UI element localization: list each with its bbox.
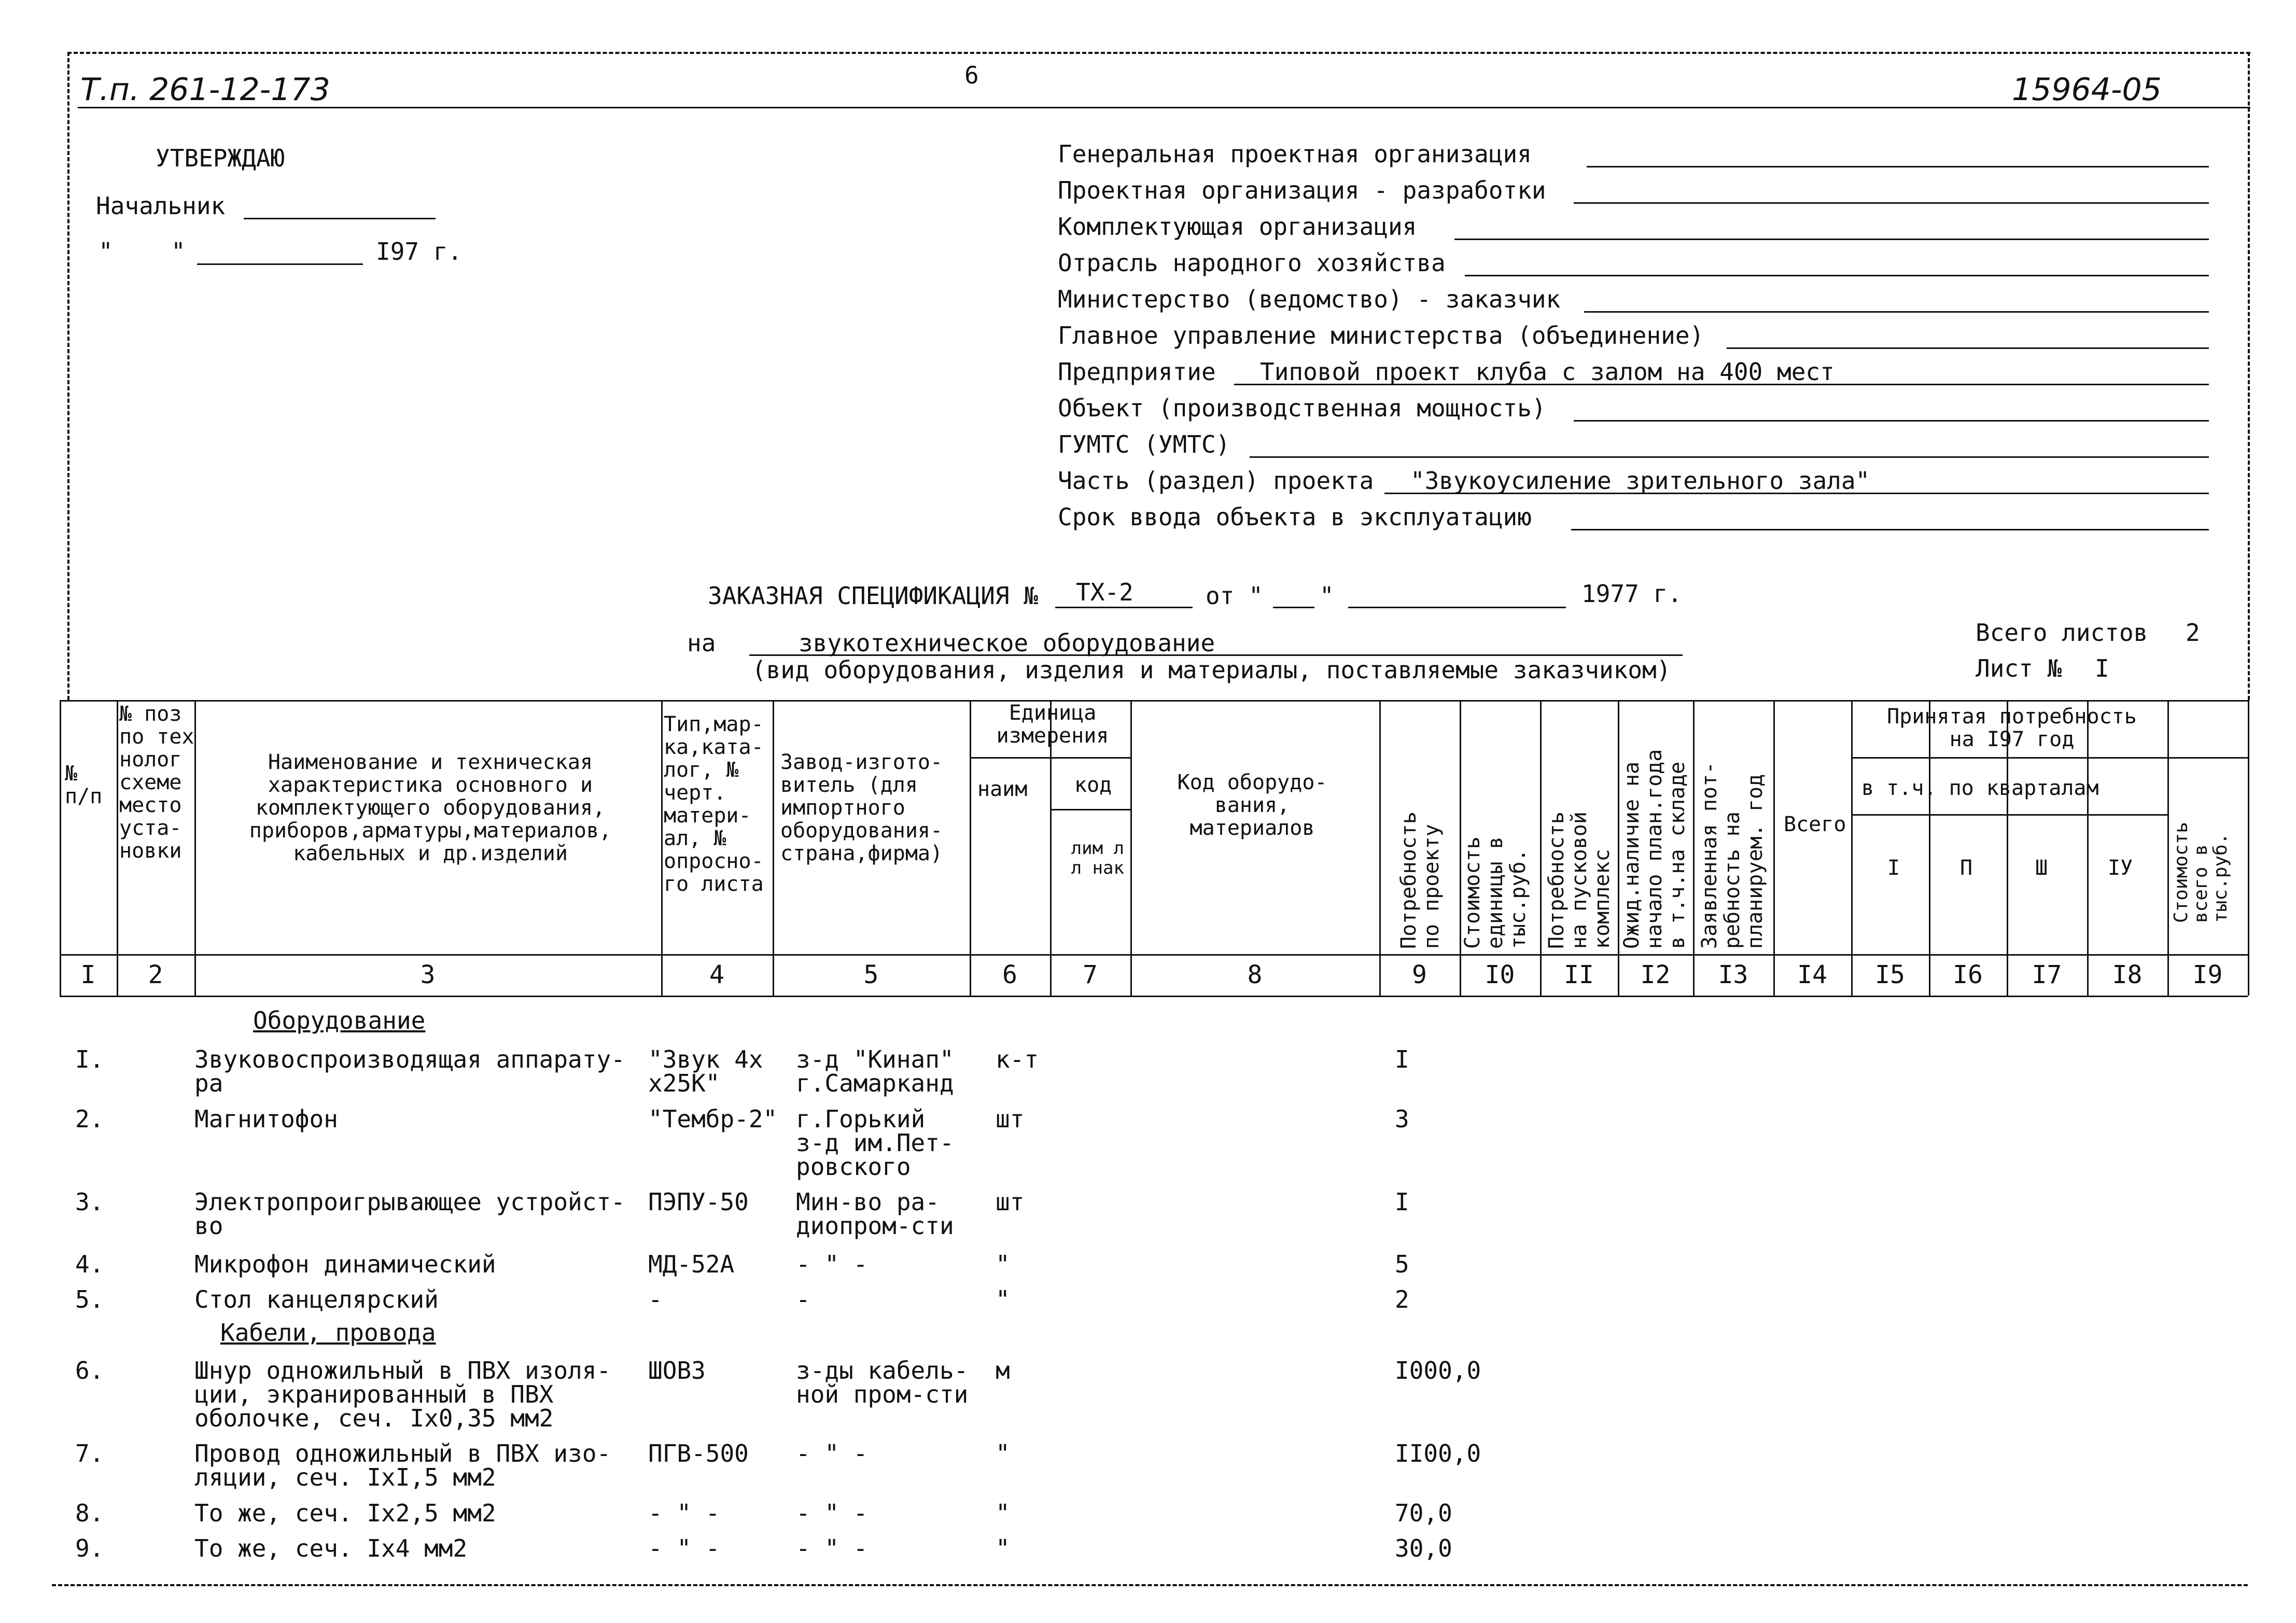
column-number: I (80, 960, 96, 989)
column-number: I2 (1640, 960, 1671, 989)
header-q1: I (1887, 856, 1900, 880)
spec-from: от " (1206, 582, 1263, 610)
header-accepted-need: Принятая потребность на I97 год (1887, 705, 2137, 751)
org-field-line (1571, 529, 2209, 530)
table-top-rule (60, 700, 2248, 702)
row-type: - " - (648, 1499, 720, 1527)
row-name: То же, сеч. Iх2,5 мм2 (194, 1499, 496, 1527)
org-field-label: Министерство (ведомство) - заказчик (1058, 285, 1561, 313)
row-number: 8. (75, 1499, 104, 1527)
column-rule (117, 700, 118, 996)
column-rule (1693, 700, 1695, 996)
row-number: 2. (75, 1105, 104, 1133)
column-number: II (1564, 960, 1594, 989)
org-field-label: Объект (производственная мощность) (1058, 394, 1546, 422)
row-type: МД-52А (648, 1250, 735, 1278)
column-number: 4 (709, 960, 724, 989)
row-type: "Звук 4х х25К" (648, 1045, 763, 1097)
row-quantity: I (1395, 1188, 1409, 1216)
column-number: 2 (148, 960, 163, 989)
row-quantity: 5 (1395, 1250, 1409, 1278)
header-type: Тип,мар- ка,ката- лог, № черт. матери- ал, № опросно- го листа (664, 712, 764, 896)
row-unit: шт (996, 1188, 1025, 1216)
frame-right (2248, 52, 2250, 700)
row-unit: " (996, 1250, 1010, 1278)
header-equipment-code: Код оборудо- вания, материалов (1177, 771, 1327, 840)
row-quantity: 2 (1395, 1285, 1409, 1313)
row-name: Звуковоспроизводящая аппарату- ра (194, 1045, 625, 1097)
column-number: 8 (1247, 960, 1263, 989)
row-maker: з-ды кабель- ной пром-сти (796, 1356, 969, 1408)
org-field-line (1250, 456, 2209, 458)
row-name: То же, сеч. Iх4 мм2 (194, 1534, 468, 1562)
row-type: ШОВЗ (648, 1356, 706, 1384)
approve-year: I97 г. (376, 237, 463, 265)
spec-on-label: на (687, 629, 716, 657)
spec-month-line (1348, 607, 1566, 608)
row-quantity: 70,0 (1395, 1499, 1452, 1527)
row-type: ПГВ-500 (648, 1439, 749, 1467)
org-field-line (1587, 166, 2209, 167)
accepted-subheader-rule (1851, 757, 2248, 759)
approve-quote-close: " (171, 237, 186, 265)
column-number: I6 (1953, 960, 1983, 989)
row-type: ПЭПУ-50 (648, 1188, 749, 1216)
org-field-line (1465, 275, 2209, 276)
header-row-number: № п/п (65, 762, 103, 808)
org-field-line (1584, 311, 2209, 313)
column-number: I0 (1485, 960, 1515, 989)
spec-year: 1977 г. (1581, 580, 1682, 608)
column-number: I3 (1718, 960, 1748, 989)
equipment-type-caption: (вид оборудования, изделия и материалы, поставляемые заказчиком) (752, 656, 1671, 684)
section-equipment: Оборудование (253, 1006, 426, 1034)
header-total: Всего (1784, 813, 1846, 836)
total-sheets-value: 2 (2186, 619, 2200, 647)
header-unit-name: наим (977, 777, 1028, 801)
row-quantity: II00,0 (1395, 1439, 1481, 1467)
total-sheets-label: Всего листов (1976, 619, 2148, 647)
column-rule (1540, 700, 1542, 996)
frame-left (67, 52, 69, 700)
header-q2: П (1960, 856, 1973, 880)
spec-title: ЗАКАЗНАЯ СПЕЦИФИКАЦИЯ № (708, 582, 1038, 610)
column-number: 9 (1412, 960, 1427, 989)
row-unit: м (996, 1356, 1010, 1384)
column-number: 7 (1083, 960, 1098, 989)
doc-ref: Т.п. 261-12-173 (80, 72, 330, 108)
row-number: 3. (75, 1188, 104, 1216)
org-field-label: Генеральная проектная организация (1058, 140, 1532, 168)
row-unit: " (996, 1439, 1010, 1467)
row-unit: " (996, 1285, 1010, 1313)
row-name: Стол канцелярский (194, 1285, 439, 1313)
org-field-label: ГУМТС (УМТС) (1058, 430, 1230, 458)
row-unit: " (996, 1499, 1010, 1527)
column-number: 6 (1002, 960, 1017, 989)
org-field-label: Отрасль народного хозяйства (1058, 249, 1446, 277)
row-maker: - " - (796, 1250, 868, 1278)
frame-bottom (52, 1584, 2248, 1586)
row-number: 5. (75, 1285, 104, 1313)
approve-date-line (197, 263, 363, 265)
row-quantity: 3 (1395, 1105, 1409, 1133)
quarters-subheader-rule (1851, 814, 2167, 816)
spec-from-close: " (1320, 582, 1334, 610)
row-maker: - " - (796, 1534, 868, 1562)
org-field-line (1574, 420, 2209, 422)
sheet-label: Лист № (1976, 654, 2062, 682)
header-declared-need: Заявленная пот- ребность на планируем. год (1698, 761, 1767, 949)
org-field-line (1454, 239, 2209, 240)
org-field-value: "Звукоусиление зрительного зала" (1410, 467, 1870, 495)
frame-top (67, 52, 2250, 54)
org-field-label: Часть (раздел) проекта (1058, 467, 1374, 495)
row-type: - (648, 1285, 663, 1313)
row-maker: з-д "Кинап" г.Самарканд (796, 1045, 954, 1097)
org-field-line (1574, 202, 2209, 204)
column-rule (773, 700, 774, 996)
row-maker: - (796, 1285, 810, 1313)
row-maker: г.Горький з-д им.Пет- ровского (796, 1105, 954, 1181)
section-cables: Кабели, провода (220, 1319, 436, 1347)
header-rule (78, 107, 2250, 108)
row-unit: к-т (996, 1045, 1039, 1073)
row-quantity: I000,0 (1395, 1356, 1481, 1384)
header-q3: Ш (2035, 856, 2048, 880)
column-number: I8 (2112, 960, 2143, 989)
chief-signature-line (244, 218, 436, 219)
row-name: Провод одножильный в ПВХ изо- ляции, сеч. IхI,5 мм2 (194, 1439, 611, 1491)
row-name: Магнитофон (194, 1105, 338, 1133)
header-quarters: в т.ч. по кварталам (1861, 776, 2099, 800)
approve-title: УТВЕРЖДАЮ (156, 144, 285, 172)
header-need-launch: Потребность на пусковой комплекс (1545, 812, 1614, 949)
row-number: I. (75, 1045, 104, 1073)
approve-chief: Начальник (96, 192, 226, 220)
row-quantity: 30,0 (1395, 1534, 1452, 1562)
row-quantity: I (1395, 1045, 1409, 1073)
spec-number-line (1055, 607, 1193, 608)
row-name: Микрофон динамический (194, 1250, 496, 1278)
org-field-label: Проектная организация - разработки (1058, 176, 1546, 204)
column-number: I9 (2192, 960, 2223, 989)
doc-code: 15964-05 (2012, 72, 2162, 108)
org-field-line (1727, 347, 2209, 349)
row-type: "Тембр-2" (648, 1105, 778, 1133)
header-unit: Единица измерения (996, 701, 1109, 748)
column-rule (2248, 700, 2249, 996)
header-name: Наименование и техническая характеристика основного и комплектующего оборудования, приборов,арматуры,материалов, кабельных и др.изделий (249, 750, 612, 865)
org-field-label: Комплектующая организация (1058, 213, 1417, 241)
column-rule (1618, 700, 1619, 996)
spec-number: ТХ-2 (1076, 578, 1133, 606)
org-field-label: Срок ввода объекта в эксплуатацию (1058, 503, 1532, 531)
row-number: 7. (75, 1439, 104, 1467)
column-number: I5 (1875, 960, 1905, 989)
spec-day-line (1273, 607, 1314, 608)
header-position: № поз по тех нолог схеме место уста- новки (119, 702, 194, 863)
header-unit-code: код (1074, 773, 1112, 797)
header-total-cost: Стоимость всего в тыс.руб. (2171, 821, 2231, 923)
org-field-label: Предприятие (1058, 358, 1216, 386)
row-name: Электропроигрывающее устройст- во (194, 1188, 625, 1240)
unit-code-rule (1050, 809, 1130, 810)
unit-subheader-rule (970, 757, 1130, 759)
header-bottom-rule (60, 954, 2248, 956)
sheet-value: I (2095, 654, 2109, 682)
row-name: Шнур одножильный в ПВХ изоля- ции, экранированный в ПВХ оболочке, сеч. Iх0,35 мм2 (194, 1356, 611, 1432)
row-number: 6. (75, 1356, 104, 1384)
row-type: - " - (648, 1534, 720, 1562)
column-number: I4 (1797, 960, 1827, 989)
column-rule (194, 700, 196, 996)
row-maker: - " - (796, 1499, 868, 1527)
row-unit: шт (996, 1105, 1025, 1133)
header-maker: Завод-изгото- витель (для импортного оборудования- страна,фирма) (780, 750, 943, 865)
page-number: 6 (964, 61, 979, 89)
column-number: I7 (2032, 960, 2062, 989)
row-maker: - " - (796, 1439, 868, 1467)
row-number: 9. (75, 1534, 104, 1562)
header-unit-code-sub: лим л л нак (1071, 838, 1124, 878)
approve-quote-open: " (99, 237, 113, 265)
header-expected-stock: Ожид.наличие на начало план.года в т.ч.на складе (1620, 749, 1689, 949)
column-rule (661, 700, 663, 996)
column-rule (1773, 700, 1775, 996)
org-field-label: Главное управление министерства (объединение) (1058, 321, 1704, 349)
row-number: 4. (75, 1250, 104, 1278)
row-unit: " (996, 1534, 1010, 1562)
column-rule (60, 700, 61, 996)
header-need-project: Потребность по проекту (1397, 812, 1444, 949)
column-number: 3 (420, 960, 436, 989)
column-number: 5 (863, 960, 879, 989)
column-numbers-rule (60, 996, 2248, 997)
column-rule (1379, 700, 1381, 996)
org-field-value: Типовой проект клуба с залом на 400 мест (1260, 358, 1835, 386)
equipment-type: звукотехническое оборудование (799, 629, 1215, 657)
row-maker: Мин-во ра- диопром-сти (796, 1188, 954, 1240)
header-q4: IУ (2108, 856, 2133, 880)
header-unit-cost: Стоимость единицы в тыс.руб. (1461, 836, 1530, 949)
